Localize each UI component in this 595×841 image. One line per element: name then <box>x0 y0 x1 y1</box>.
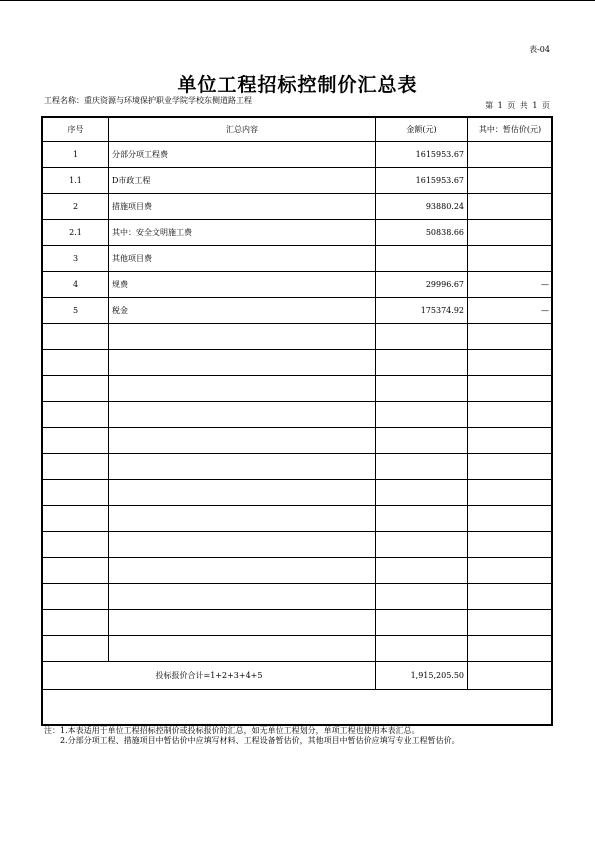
row-no: 4 <box>43 272 109 298</box>
row-content: 其中：安全文明施工费 <box>109 220 376 246</box>
row-amount <box>376 428 468 454</box>
table-row-empty <box>43 350 553 376</box>
row-amount <box>376 246 468 272</box>
row-amount <box>376 532 468 558</box>
top-border-line <box>0 0 595 1</box>
row-content: D市政工程 <box>109 168 376 194</box>
row-no <box>43 428 109 454</box>
table-row <box>43 168 553 194</box>
table-row <box>43 298 553 324</box>
row-no: 3 <box>43 246 109 272</box>
table-row-empty <box>43 480 553 506</box>
column-header-amount: 金额(元) <box>376 117 468 142</box>
row-estimate <box>468 142 553 168</box>
row-amount <box>376 636 468 662</box>
table-row <box>43 246 553 272</box>
table-row-empty <box>43 428 553 454</box>
row-no: 2 <box>43 194 109 220</box>
row-amount <box>376 454 468 480</box>
table-row-empty <box>43 506 553 532</box>
row-estimate <box>468 584 553 610</box>
row-estimate <box>468 220 553 246</box>
row-content: 措施项目费 <box>109 194 376 220</box>
row-content <box>109 532 376 558</box>
row-amount <box>376 558 468 584</box>
row-content: 分部分项工程费 <box>109 142 376 168</box>
table-header-row <box>43 117 553 142</box>
note-2: 2.分部分项工程、措施项目中暂估价中应填写材料、工程设备暂估价，其他项目中暂估价应填写专业工程暂估价。 <box>60 736 460 745</box>
row-no <box>43 324 109 350</box>
row-estimate <box>468 194 553 220</box>
table-row-empty <box>43 610 553 636</box>
row-estimate <box>468 610 553 636</box>
row-amount: 29996.67 <box>376 272 468 298</box>
row-no <box>43 402 109 428</box>
row-no: 5 <box>43 298 109 324</box>
table-row-empty <box>43 558 553 584</box>
table-body <box>43 142 553 690</box>
row-estimate <box>468 324 553 350</box>
row-amount: 1615953.67 <box>376 142 468 168</box>
row-amount <box>376 480 468 506</box>
row-estimate <box>468 168 553 194</box>
row-estimate <box>468 350 553 376</box>
row-no <box>43 610 109 636</box>
table-row-empty <box>43 376 553 402</box>
row-estimate: — <box>468 298 553 324</box>
table-row-empty <box>43 402 553 428</box>
row-no: 1 <box>43 142 109 168</box>
note-1: 注：1.本表适用于单位工程招标控制价或投标报价的汇总，如无单位工程划分，单项工程也使用本表汇总。 <box>44 726 420 735</box>
row-amount <box>376 324 468 350</box>
row-amount <box>376 350 468 376</box>
total-row <box>43 662 553 690</box>
row-estimate <box>468 428 553 454</box>
row-content <box>109 480 376 506</box>
column-header-no: 序号 <box>43 117 109 142</box>
row-content <box>109 402 376 428</box>
table-row-empty <box>43 454 553 480</box>
table-row-empty <box>43 532 553 558</box>
row-amount <box>376 506 468 532</box>
row-estimate <box>468 636 553 662</box>
table-row-empty <box>43 324 553 350</box>
table-row-empty <box>43 584 553 610</box>
row-content <box>109 558 376 584</box>
row-no <box>43 584 109 610</box>
row-no <box>43 376 109 402</box>
row-no <box>43 636 109 662</box>
row-no: 2.1 <box>43 220 109 246</box>
row-content <box>109 506 376 532</box>
row-no <box>43 350 109 376</box>
row-content: 规费 <box>109 272 376 298</box>
page-info: 第 1 页 共 1 页 <box>485 101 550 110</box>
row-estimate <box>468 506 553 532</box>
column-header-content: 汇总内容 <box>109 117 376 142</box>
row-content <box>109 350 376 376</box>
row-estimate <box>468 532 553 558</box>
row-estimate <box>468 454 553 480</box>
project-name: 工程名称：重庆资源与环境保护职业学院学校东侧道路工程 <box>44 96 252 105</box>
row-content: 其他项目费 <box>109 246 376 272</box>
total-estimate <box>468 662 553 690</box>
row-amount <box>376 376 468 402</box>
row-no <box>43 532 109 558</box>
row-no <box>43 454 109 480</box>
row-no: 1.1 <box>43 168 109 194</box>
row-content <box>109 428 376 454</box>
table-row-empty <box>43 636 553 662</box>
row-estimate: — <box>468 272 553 298</box>
row-content <box>109 610 376 636</box>
row-content: 税金 <box>109 298 376 324</box>
row-estimate <box>468 246 553 272</box>
row-no <box>43 480 109 506</box>
row-estimate <box>468 480 553 506</box>
row-content <box>109 324 376 350</box>
summary-table <box>42 116 553 690</box>
column-header-estimate: 其中：暂估价(元) <box>468 117 553 142</box>
total-label: 投标报价合计=1+2+3+4+5 <box>43 662 376 690</box>
table-row <box>43 272 553 298</box>
row-content <box>109 584 376 610</box>
table-row <box>43 194 553 220</box>
row-no <box>43 506 109 532</box>
row-amount: 175374.92 <box>376 298 468 324</box>
form-code: 表-04 <box>529 45 550 54</box>
notes <box>44 726 554 746</box>
row-amount: 1615953.67 <box>376 168 468 194</box>
row-content <box>109 454 376 480</box>
table-row <box>43 220 553 246</box>
row-amount <box>376 584 468 610</box>
row-content <box>109 376 376 402</box>
row-amount <box>376 610 468 636</box>
row-estimate <box>468 402 553 428</box>
page-title: 单位工程招标控制价汇总表 <box>177 74 418 96</box>
total-amount: 1,915,205.50 <box>376 662 468 690</box>
row-no <box>43 558 109 584</box>
row-amount: 93880.24 <box>376 194 468 220</box>
row-amount <box>376 402 468 428</box>
row-content <box>109 636 376 662</box>
row-estimate <box>468 376 553 402</box>
row-amount: 50838.66 <box>376 220 468 246</box>
row-estimate <box>468 558 553 584</box>
table-row <box>43 142 553 168</box>
